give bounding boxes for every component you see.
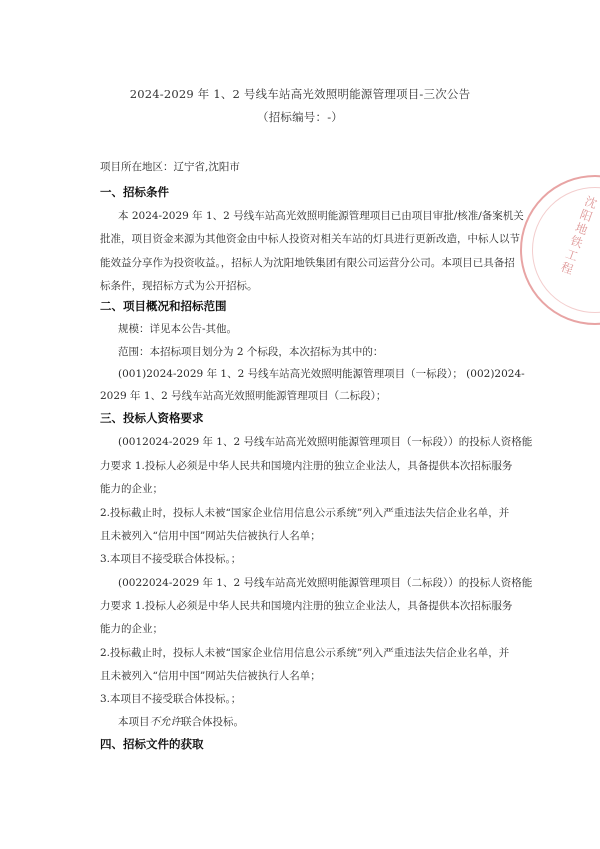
- joint-post: 联合体投标。: [181, 716, 244, 728]
- s3-lot1-line-2: 力要求 1.投标人必须是中华人民共和国境内注册的独立企业法人，具备提供本次招标服务: [100, 460, 513, 472]
- s3-lot1-line-4: 2.投标截止时，投标人未被“国家企业信用信息公示系统”列入严重违法失信企业名单，并: [100, 507, 510, 519]
- section-1-heading: 一、招标条件: [100, 185, 169, 199]
- s3-lot2-line-1: (0022024-2029 年 1、2 号线车站高光效照明能源管理项目（二标段））的投标人资格能: [118, 577, 533, 589]
- s2-scope: 范围：本招标项目划分为 2 个标段，本次招标为其中的：: [118, 346, 384, 358]
- s3-lot2-line-3: 能力的企业；: [100, 623, 163, 635]
- section-3-heading: 三、投标人资格要求: [100, 411, 204, 425]
- s3-lot1-line-6: 3.本项目不接受联合体投标。；: [100, 553, 242, 565]
- s3-lot2-line-2: 力要求 1.投标人必须是中华人民共和国境内注册的独立企业法人，具备提供本次招标服务: [100, 600, 513, 612]
- document-title: 2024-2029 年 1、2 号线车站高光效照明能源管理项目-三次公告: [129, 87, 471, 101]
- section-2-heading: 二、项目概况和招标范围: [100, 299, 227, 313]
- s1-line-3: 能效益分享作为投资收益。，招标人为沈阳地铁集团有限公司运营分公司。本项目已具备招: [100, 257, 515, 269]
- s1-line-2: 批准，项目资金来源为其他资金由中标人投资对相关车站的灯具进行更新改造，中标人以节: [100, 233, 520, 245]
- section-4-heading: 四、招标文件的获取: [100, 737, 204, 751]
- s1-line-1: 本 2024-2029 年 1、2 号线车站高光效照明能源管理项目已由项目审批/核准/备案机关: [118, 210, 524, 222]
- seal-text: 沈阳地铁工程: [557, 193, 600, 278]
- s2-lots-line-1: (001)2024-2029 年 1、2 号线车站高光效照明能源管理项目（一标段）； (002)2024-: [118, 368, 525, 380]
- project-location: 项目所在地区：辽宁省,沈阳市: [100, 161, 240, 173]
- s3-lot2-line-6: 3.本项目不接受联合体投标。；: [100, 693, 242, 705]
- s3-lot2-line-5: 且未被列入“信用中国”网站失信被执行人名单；: [100, 670, 321, 682]
- s2-lots-line-2: 2029 年 1、2 号线车站高光效照明能源管理项目（二标段）；: [100, 390, 387, 402]
- s3-lot1-line-5: 且未被列入“信用中国”网站失信被执行人名单；: [100, 530, 321, 542]
- joint-emphasis: 不允许: [149, 716, 181, 728]
- s2-scale: 规模：详见本公告-其他。: [118, 323, 238, 335]
- s3-lot2-line-4: 2.投标截止时，投标人未被“国家企业信用信息公示系统”列入严重违法失信企业名单，并: [100, 647, 510, 659]
- s3-joint-bid-note: [118, 715, 244, 729]
- joint-pre: 本项目: [118, 716, 150, 728]
- tender-number: （招标编号：-）: [257, 110, 343, 124]
- s3-lot1-line-1: (0012024-2029 年 1、2 号线车站高光效照明能源管理项目（一标段））的投标人资格能: [118, 436, 533, 448]
- s1-line-4: 标条件，现招标方式为公开招标。: [100, 280, 258, 292]
- s3-lot1-line-3: 能力的企业；: [100, 483, 163, 495]
